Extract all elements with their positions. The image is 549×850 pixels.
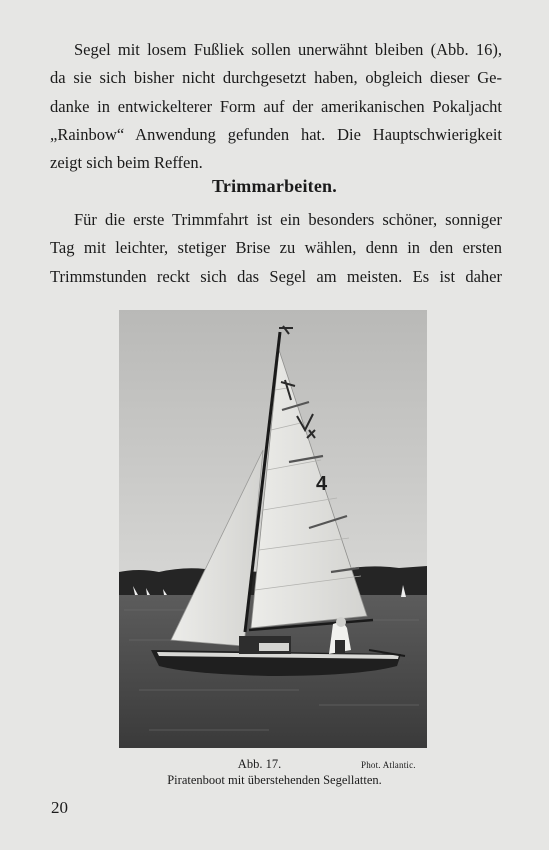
figure-label: Abb. 17. — [237, 757, 282, 771]
paragraph-trimming — [50, 206, 502, 291]
section-heading: Trimmarbeiten. — [212, 176, 337, 196]
text-line: da sie sich bisher nicht durchgesetzt haben, obgleich dieser Ge- — [50, 68, 502, 88]
text-line: Tag mit leichter, stetiger Brise zu wählen, denn in den ersten — [50, 238, 502, 258]
sailboat-photo — [119, 310, 427, 748]
figure-caption: Piratenboot mit überstehenden Segellatten. — [167, 773, 382, 787]
text-line: Für die erste Trimmfahrt ist ein besonders schöner, sonniger — [74, 210, 502, 229]
text-line: „Rainbow“ Anwendung gefunden hat. Die Hauptschwierigkeit — [50, 124, 502, 144]
text-line: zeigt sich beim Reffen. — [50, 153, 203, 173]
sail-number: 4 — [316, 473, 328, 495]
paragraph-footsail — [50, 36, 502, 177]
text-line: Segel mit losem Fußliek sollen unerwähnt bleiben (Abb. 16), — [74, 40, 502, 59]
photo-credit: Phot. Atlantic. — [361, 760, 416, 770]
text-line: danke in entwickelterer Form auf der amerikanischen Pokaljacht — [50, 96, 502, 116]
page-number: 20 — [51, 798, 68, 817]
text-line: Trimmstunden reckt sich das Segel am meisten. Es ist daher — [50, 266, 502, 286]
